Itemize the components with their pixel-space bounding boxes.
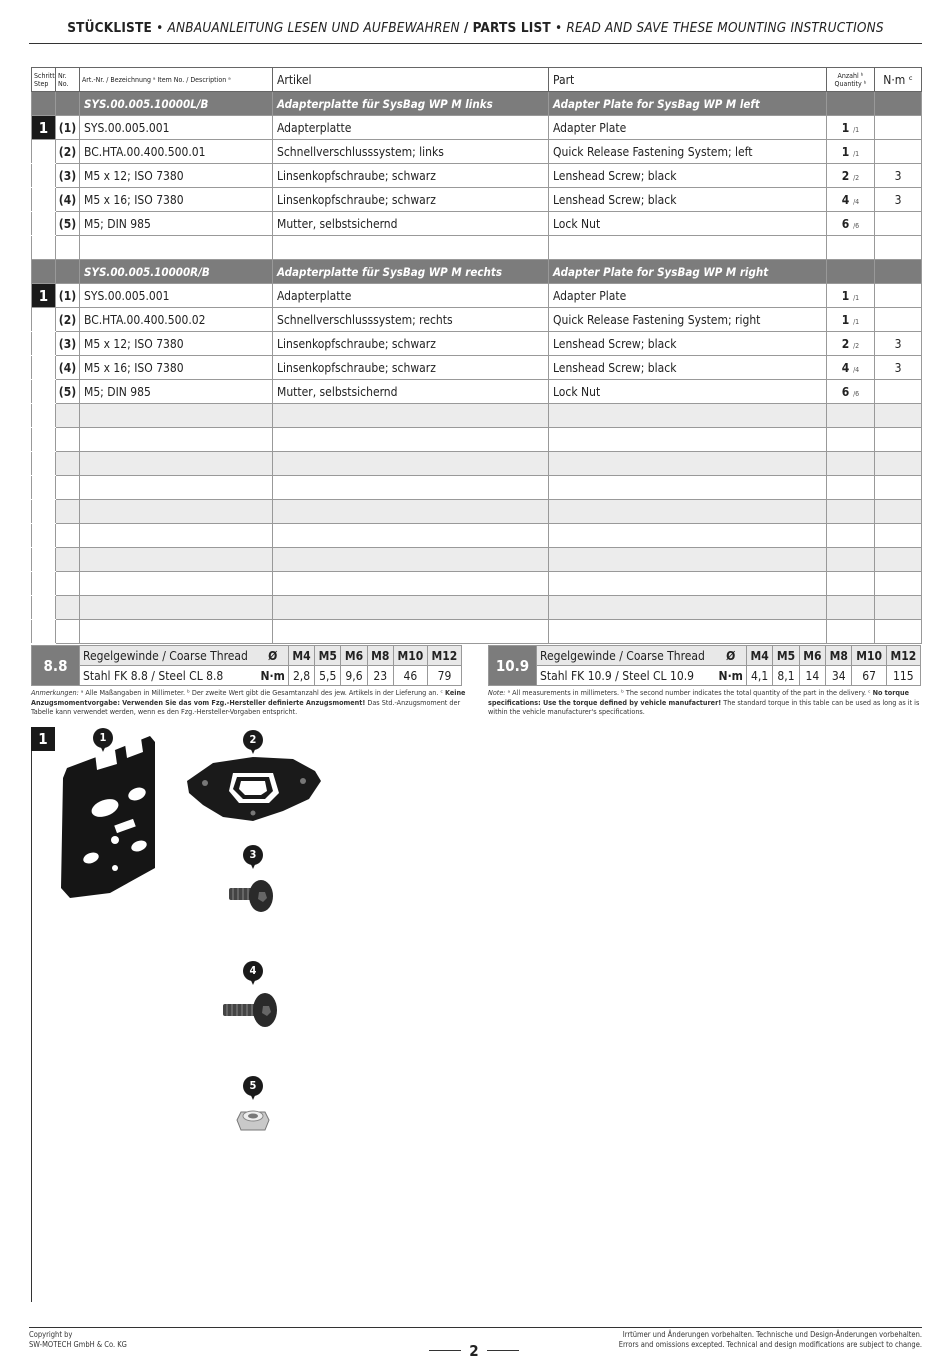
artikel-de: Adapterplatte <box>273 284 549 308</box>
torque-109-steel-label: Stahl FK 10.9 / Steel CL 10.9 <box>537 666 716 686</box>
artikel-de: Linsenkopfschraube; schwarz <box>273 164 549 188</box>
torque-88-size: M10 <box>393 646 427 666</box>
empty-cell <box>56 620 80 644</box>
part-number: (5) <box>56 380 80 404</box>
header-qty: Anzahl ᵇ Quantity ᵇ <box>827 68 875 92</box>
notes-en-label: Note: <box>488 688 506 697</box>
part-number: (1) <box>56 284 80 308</box>
empty-cell <box>549 620 827 644</box>
copyright-label: Copyright by <box>29 1330 73 1339</box>
step-number: 1 <box>32 116 56 140</box>
empty-cell <box>32 572 56 596</box>
parts-table <box>31 67 922 644</box>
notes-de <box>31 688 471 717</box>
empty-cell <box>875 596 922 620</box>
empty-row <box>32 428 922 452</box>
torque-88-steel-label: Stahl FK 8.8 / Steel CL 8.8 <box>80 666 258 686</box>
group-header-row <box>32 260 922 284</box>
quantity: 1 <box>841 120 850 135</box>
empty-cell <box>80 548 273 572</box>
quantity: 2 <box>841 336 850 351</box>
callout-number: 5 <box>249 1079 257 1092</box>
empty-cell <box>56 500 80 524</box>
quantity: 4 <box>841 360 850 375</box>
torque-109-value-row <box>489 666 921 686</box>
empty-cell <box>80 572 273 596</box>
spacer-row <box>32 236 922 260</box>
page-number: 2 <box>469 1342 479 1360</box>
quantity-cell <box>827 140 875 164</box>
quantity: 6 <box>841 384 850 399</box>
empty-cell <box>273 404 549 428</box>
group-artikel: Adapterplatte für SysBag WP M rechts <box>273 260 549 284</box>
group-nm-cell <box>875 260 922 284</box>
empty-cell <box>827 476 875 500</box>
empty-cell <box>875 620 922 644</box>
empty-cell <box>875 572 922 596</box>
group-step-cell <box>32 92 56 116</box>
part-en: Lenshead Screw; black <box>549 332 827 356</box>
group-part: Adapter Plate for SysBag WP M right <box>549 260 827 284</box>
torque-88-value: 46 <box>393 666 427 686</box>
empty-cell <box>32 404 56 428</box>
empty-cell <box>32 476 56 500</box>
torque-88-size: M8 <box>367 646 393 666</box>
artikel-de: Mutter, selbstsichernd <box>273 380 549 404</box>
empty-cell <box>32 428 56 452</box>
group-qty-cell <box>827 92 875 116</box>
empty-cell <box>273 428 549 452</box>
empty-cell <box>56 428 80 452</box>
artikel-de: Linsenkopfschraube; schwarz <box>273 332 549 356</box>
torque-88-value: 23 <box>367 666 393 686</box>
empty-cell <box>56 404 80 428</box>
empty-cell <box>32 236 56 260</box>
torque-88-diam: Ø <box>258 646 289 666</box>
quantity-cell <box>827 380 875 404</box>
subtitle-de: ANBAUANLEITUNG LESEN UND AUFBEWAHREN <box>167 20 460 36</box>
callout-5 <box>243 1076 263 1102</box>
item-number: SYS.00.005.001 <box>80 116 273 140</box>
notes-de-bold: Keine Anzugsmomentvorgabe: Verwenden Sie das vom Fzg.-Hersteller definierte Anzugsmoment! <box>31 688 466 707</box>
group-item-number: SYS.00.005.10000L/B <box>80 92 273 116</box>
table-row <box>32 212 922 236</box>
footer-copyright <box>29 1330 127 1349</box>
torque-109-size: M6 <box>799 646 825 666</box>
empty-cell <box>549 236 827 260</box>
artikel-de: Linsenkopfschraube; schwarz <box>273 356 549 380</box>
empty-cell <box>80 452 273 476</box>
quantity-cell <box>827 332 875 356</box>
step-badge: 1 <box>31 727 55 751</box>
callout-4 <box>243 961 263 987</box>
empty-cell <box>32 620 56 644</box>
table-row <box>32 116 922 140</box>
empty-cell <box>827 404 875 428</box>
header-part: Part <box>549 68 827 92</box>
group-qty-cell <box>827 260 875 284</box>
torque-table-10-9 <box>488 645 921 686</box>
torque-109-thread-label: Regelgewinde / Coarse Thread <box>537 646 716 666</box>
empty-cell <box>273 524 549 548</box>
callout-3 <box>243 845 263 871</box>
callout-number: 1 <box>99 731 107 744</box>
item-number: M5; DIN 985 <box>80 212 273 236</box>
empty-cell <box>549 572 827 596</box>
torque-nm: 3 <box>875 188 922 212</box>
empty-cell <box>827 452 875 476</box>
empty-cell <box>32 452 56 476</box>
part-number: (5) <box>56 212 80 236</box>
part-en: Quick Release Fastening System; left <box>549 140 827 164</box>
torque-109-value: 4,1 <box>746 666 772 686</box>
header-nm: N·m ᶜ <box>875 68 922 92</box>
step-cell <box>32 332 56 356</box>
empty-cell <box>875 236 922 260</box>
torque-nm <box>875 308 922 332</box>
notes-en-a: ᵃ All measurements in millimeters. ᵇ The second number indicates the total quantity of the part in the delivery. ᶜ <box>507 688 871 697</box>
table-row <box>32 380 922 404</box>
empty-cell <box>273 236 549 260</box>
torque-88-size: M4 <box>288 646 314 666</box>
header-sep-3: • <box>554 20 563 36</box>
torque-109-value: 8,1 <box>773 666 799 686</box>
empty-cell <box>80 524 273 548</box>
empty-cell <box>80 476 273 500</box>
empty-row <box>32 476 922 500</box>
empty-cell <box>549 596 827 620</box>
torque-109-value: 67 <box>852 666 886 686</box>
empty-cell <box>56 572 80 596</box>
torque-88-size: M5 <box>315 646 341 666</box>
notes-de-a: ᵃ Alle Maßangaben in Millimeter. ᵇ Der zweite Wert gibt die Gesamtanzahl des jew. Artikels in der Lieferung an. ᶜ <box>80 688 443 697</box>
item-number: M5 x 16; ISO 7380 <box>80 356 273 380</box>
header-artikel: Artikel <box>273 68 549 92</box>
group-header-row <box>32 92 922 116</box>
table-row <box>32 164 922 188</box>
table-row <box>32 356 922 380</box>
table-header-row <box>32 68 922 92</box>
step-cell <box>32 380 56 404</box>
empty-cell <box>273 548 549 572</box>
torque-nm <box>875 212 922 236</box>
part-en: Adapter Plate <box>549 116 827 140</box>
item-number: M5 x 12; ISO 7380 <box>80 164 273 188</box>
empty-row <box>32 596 922 620</box>
title-en: PARTS LIST <box>472 20 551 36</box>
torque-nm <box>875 380 922 404</box>
quantity-cell <box>827 308 875 332</box>
torque-88-value: 5,5 <box>315 666 341 686</box>
table-row <box>32 284 922 308</box>
item-number: M5 x 16; ISO 7380 <box>80 188 273 212</box>
part-number: (3) <box>56 332 80 356</box>
empty-row <box>32 500 922 524</box>
empty-cell <box>32 524 56 548</box>
empty-cell <box>549 548 827 572</box>
empty-cell <box>827 572 875 596</box>
table-row <box>32 308 922 332</box>
torque-table-8-8 <box>31 645 462 686</box>
quantity-total: /1 <box>853 317 860 326</box>
quantity: 2 <box>841 168 850 183</box>
group-artikel: Adapterplatte für SysBag WP M links <box>273 92 549 116</box>
quick-release-image <box>183 751 323 823</box>
part-number: (3) <box>56 164 80 188</box>
empty-row <box>32 404 922 428</box>
empty-cell <box>875 452 922 476</box>
item-number: M5 x 12; ISO 7380 <box>80 332 273 356</box>
torque-nm: 3 <box>875 332 922 356</box>
part-number: (4) <box>56 188 80 212</box>
empty-cell <box>875 500 922 524</box>
quantity-total: /6 <box>853 389 860 398</box>
quantity-total: /1 <box>853 125 860 134</box>
empty-cell <box>549 524 827 548</box>
header-sep-2: / <box>463 20 469 36</box>
quantity: 4 <box>841 192 850 207</box>
empty-cell <box>80 404 273 428</box>
empty-cell <box>273 500 549 524</box>
part-en: Lenshead Screw; black <box>549 164 827 188</box>
torque-88-size: M6 <box>341 646 367 666</box>
torque-109-size: M4 <box>746 646 772 666</box>
empty-cell <box>875 476 922 500</box>
empty-cell <box>827 428 875 452</box>
footer-rule <box>29 1327 922 1328</box>
step-line <box>31 727 32 1302</box>
quantity-total: /4 <box>853 197 860 206</box>
empty-cell <box>80 620 273 644</box>
quantity-cell <box>827 188 875 212</box>
quantity-cell <box>827 116 875 140</box>
empty-cell <box>875 404 922 428</box>
part-number: (2) <box>56 308 80 332</box>
disclaimer-de: Irrtümer und Änderungen vorbehalten. Technische und Design-Änderungen vorbehalten. <box>622 1330 922 1339</box>
artikel-de: Adapterplatte <box>273 116 549 140</box>
group-no-cell <box>56 92 80 116</box>
torque-nm: 3 <box>875 164 922 188</box>
group-step-cell <box>32 260 56 284</box>
empty-row <box>32 572 922 596</box>
torque-109-value: 115 <box>886 666 920 686</box>
group-part: Adapter Plate for SysBag WP M left <box>549 92 827 116</box>
page-header <box>29 20 922 44</box>
notes-en-rest: The standard torque in this table can be used as long as it is within the vehicle manufacturer's specifications. <box>488 697 920 716</box>
torque-88-value: 79 <box>427 666 461 686</box>
empty-cell <box>32 500 56 524</box>
part-en: Lenshead Screw; black <box>549 188 827 212</box>
part-number: (2) <box>56 140 80 164</box>
part-en: Adapter Plate <box>549 284 827 308</box>
empty-cell <box>549 500 827 524</box>
artikel-de: Linsenkopfschraube; schwarz <box>273 188 549 212</box>
empty-cell <box>549 404 827 428</box>
empty-row <box>32 524 922 548</box>
empty-row <box>32 548 922 572</box>
group-nm-cell <box>875 92 922 116</box>
empty-cell <box>549 452 827 476</box>
quantity-total: /4 <box>853 365 860 374</box>
empty-cell <box>80 236 273 260</box>
empty-cell <box>875 548 922 572</box>
part-en: Quick Release Fastening System; right <box>549 308 827 332</box>
notes-en-bold: No torque specifications: Use the torque defined by vehicle manufacturer! <box>488 688 910 707</box>
company-name: SW-MOTECH GmbH & Co. KG <box>29 1339 127 1349</box>
torque-109-size: M12 <box>886 646 920 666</box>
empty-cell <box>273 596 549 620</box>
empty-cell <box>273 476 549 500</box>
torque-88-value-row <box>32 666 462 686</box>
quantity-total: /6 <box>853 221 860 230</box>
callout-number: 4 <box>249 964 257 977</box>
empty-cell <box>827 596 875 620</box>
artikel-de: Schnellverschlusssystem; links <box>273 140 549 164</box>
torque-nm <box>875 284 922 308</box>
part-en: Lock Nut <box>549 212 827 236</box>
empty-row <box>32 452 922 476</box>
torque-88-grade: 8.8 <box>32 646 80 686</box>
empty-cell <box>80 428 273 452</box>
torque-88-value: 9,6 <box>341 666 367 686</box>
quantity-cell <box>827 356 875 380</box>
item-number: SYS.00.005.001 <box>80 284 273 308</box>
notes-de-rest: Das Std.-Anzugsmoment der Tabelle kann verwendet werden, wenn es den Fzg.-Hersteller-Vorgaben entspricht. <box>31 697 461 716</box>
torque-88-value: 2,8 <box>288 666 314 686</box>
quantity-total: /1 <box>853 293 860 302</box>
header-item: Art.-Nr. / Bezeichnung ᵃ Item No. / Description ᵃ <box>80 68 273 92</box>
quantity-total: /2 <box>853 173 860 182</box>
empty-cell <box>273 452 549 476</box>
torque-88-thread-label: Regelgewinde / Coarse Thread <box>80 646 258 666</box>
notes-de-label: Anmerkungen: <box>31 688 79 697</box>
torque-109-diam: Ø <box>716 646 747 666</box>
empty-cell <box>56 476 80 500</box>
quantity-total: /2 <box>853 341 860 350</box>
torque-109-value: 14 <box>799 666 825 686</box>
quantity: 1 <box>841 144 850 159</box>
parts-body <box>32 92 922 644</box>
empty-cell <box>32 596 56 620</box>
torque-109-value: 34 <box>826 666 852 686</box>
torque-88-unit: N·m <box>258 666 289 686</box>
adapter-plate-image <box>55 728 165 898</box>
torque-109-size: M10 <box>852 646 886 666</box>
empty-cell <box>273 620 549 644</box>
empty-cell <box>80 500 273 524</box>
callout-number: 2 <box>249 733 257 746</box>
torque-109-grade: 10.9 <box>489 646 537 686</box>
screw-m5x16-image <box>219 990 283 1030</box>
table-row <box>32 332 922 356</box>
empty-cell <box>273 572 549 596</box>
group-item-number: SYS.00.005.10000R/B <box>80 260 273 284</box>
quantity: 1 <box>841 288 850 303</box>
torque-109-size: M8 <box>826 646 852 666</box>
header-step: Schritt Step <box>32 68 56 92</box>
header-sep-1: • <box>156 20 164 36</box>
disclaimer-en: Errors and omissions excepted. Technical and design modifications are subject to change. <box>618 1339 922 1349</box>
page-frame <box>29 16 922 1360</box>
table-row <box>32 188 922 212</box>
step-cell <box>32 164 56 188</box>
title-de: STÜCKLISTE <box>67 20 152 36</box>
empty-cell <box>827 548 875 572</box>
part-en: Lenshead Screw; black <box>549 356 827 380</box>
item-number: M5; DIN 985 <box>80 380 273 404</box>
step-cell <box>32 188 56 212</box>
screw-m5x12-image <box>225 876 279 914</box>
part-en: Lock Nut <box>549 380 827 404</box>
empty-cell <box>875 524 922 548</box>
table-row <box>32 140 922 164</box>
empty-cell <box>56 548 80 572</box>
quantity-cell <box>827 212 875 236</box>
step-cell <box>32 140 56 164</box>
item-number: BC.HTA.00.400.500.02 <box>80 308 273 332</box>
quantity-cell <box>827 284 875 308</box>
quantity-total: /1 <box>853 149 860 158</box>
empty-cell <box>549 476 827 500</box>
empty-cell <box>827 620 875 644</box>
empty-cell <box>56 596 80 620</box>
quantity-cell <box>827 164 875 188</box>
torque-nm <box>875 116 922 140</box>
torque-nm <box>875 140 922 164</box>
step-number: 1 <box>32 284 56 308</box>
header-no: Nr. No. <box>56 68 80 92</box>
empty-row <box>32 620 922 644</box>
empty-cell <box>32 548 56 572</box>
empty-cell <box>56 236 80 260</box>
notes-en <box>488 688 922 717</box>
empty-cell <box>827 524 875 548</box>
item-number: BC.HTA.00.400.500.01 <box>80 140 273 164</box>
torque-109-size: M5 <box>773 646 799 666</box>
callout-number: 3 <box>249 848 257 861</box>
torque-nm: 3 <box>875 356 922 380</box>
empty-cell <box>56 524 80 548</box>
torque-88-size-row <box>32 646 462 666</box>
subtitle-en: READ AND SAVE THESE MOUNTING INSTRUCTIONS <box>566 20 884 36</box>
empty-cell <box>549 428 827 452</box>
quantity: 6 <box>841 216 850 231</box>
group-no-cell <box>56 260 80 284</box>
step-cell <box>32 212 56 236</box>
page-number-block <box>429 1342 519 1358</box>
footer-disclaimer <box>619 1330 922 1349</box>
empty-cell <box>875 428 922 452</box>
empty-cell <box>80 596 273 620</box>
part-number: (1) <box>56 116 80 140</box>
torque-109-unit: N·m <box>716 666 747 686</box>
part-number: (4) <box>56 356 80 380</box>
torque-109-size-row <box>489 646 921 666</box>
artikel-de: Schnellverschlusssystem; rechts <box>273 308 549 332</box>
torque-88-size: M12 <box>427 646 461 666</box>
artikel-de: Mutter, selbstsichernd <box>273 212 549 236</box>
empty-cell <box>827 236 875 260</box>
step-cell <box>32 356 56 380</box>
empty-cell <box>56 452 80 476</box>
empty-cell <box>827 500 875 524</box>
step-cell <box>32 308 56 332</box>
lock-nut-image <box>235 1106 271 1134</box>
quantity: 1 <box>841 312 850 327</box>
